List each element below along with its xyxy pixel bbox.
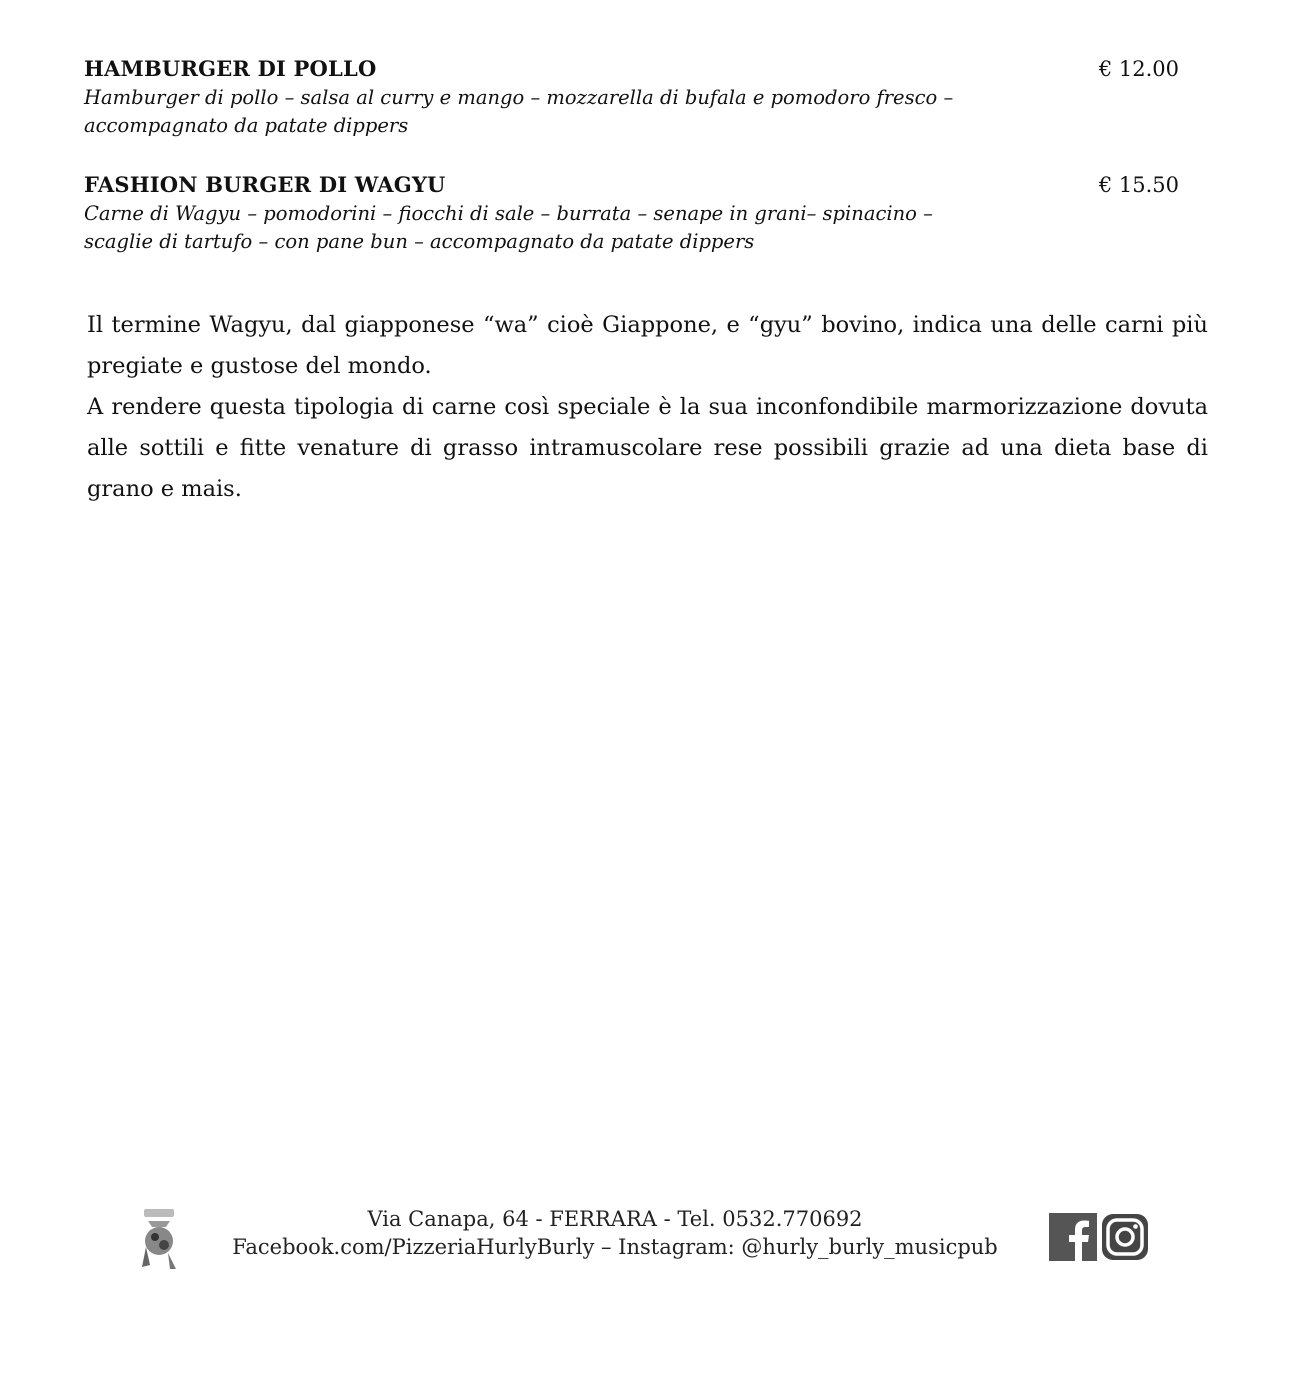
wagyu-info — [87, 305, 1208, 510]
item-description-line: scaglie di tartufo – con pane bun – accompagnato da patate dippers — [84, 230, 755, 253]
item-price: € 15.50 — [1098, 173, 1179, 197]
info-paragraph: Il termine Wagyu, dal giapponese “wa” cioè Giappone, e “gyu” bovino, indica una delle carni più pregiate e gustose del mondo. — [87, 312, 1208, 379]
item-description — [84, 200, 1014, 256]
menu-item-hamburger-di-pollo — [84, 56, 1184, 140]
menu-item-fashion-burger-di-wagyu — [84, 172, 1184, 256]
item-description-line: accompagnato da patate dippers — [84, 114, 409, 137]
footer — [0, 1205, 1294, 1275]
item-title: HAMBURGER DI POLLO — [84, 56, 377, 81]
facebook-icon[interactable] — [1049, 1213, 1097, 1261]
item-description-line: Hamburger di pollo – salsa al curry e mango – mozzarella di bufala e pomodoro fresco – — [84, 86, 954, 109]
footer-address: Via Canapa, 64 - FERRARA - Tel. 0532.770692 — [367, 1207, 863, 1231]
item-title: FASHION BURGER DI WAGYU — [84, 172, 446, 197]
footer-social-links: Facebook.com/PizzeriaHurlyBurly – Instagram: @hurly_burly_musicpub — [232, 1235, 998, 1259]
info-paragraph: A rendere questa tipologia di carne così speciale è la sua inconfondibile marmorizzazione dovuta alle sottili e fitte venature di grasso intramuscolare rese possibili grazie ad una dieta base di grano e mais. — [87, 394, 1208, 502]
instagram-icon[interactable] — [1101, 1213, 1149, 1261]
item-price: € 12.00 — [1098, 57, 1179, 81]
item-description-line: Carne di Wagyu – pomodorini – fiocchi di sale – burrata – senape in grani– spinacino – — [84, 202, 933, 225]
item-description — [84, 84, 1014, 140]
footer-contact — [200, 1205, 1030, 1261]
hurly-burly-logo-icon — [138, 1207, 180, 1271]
